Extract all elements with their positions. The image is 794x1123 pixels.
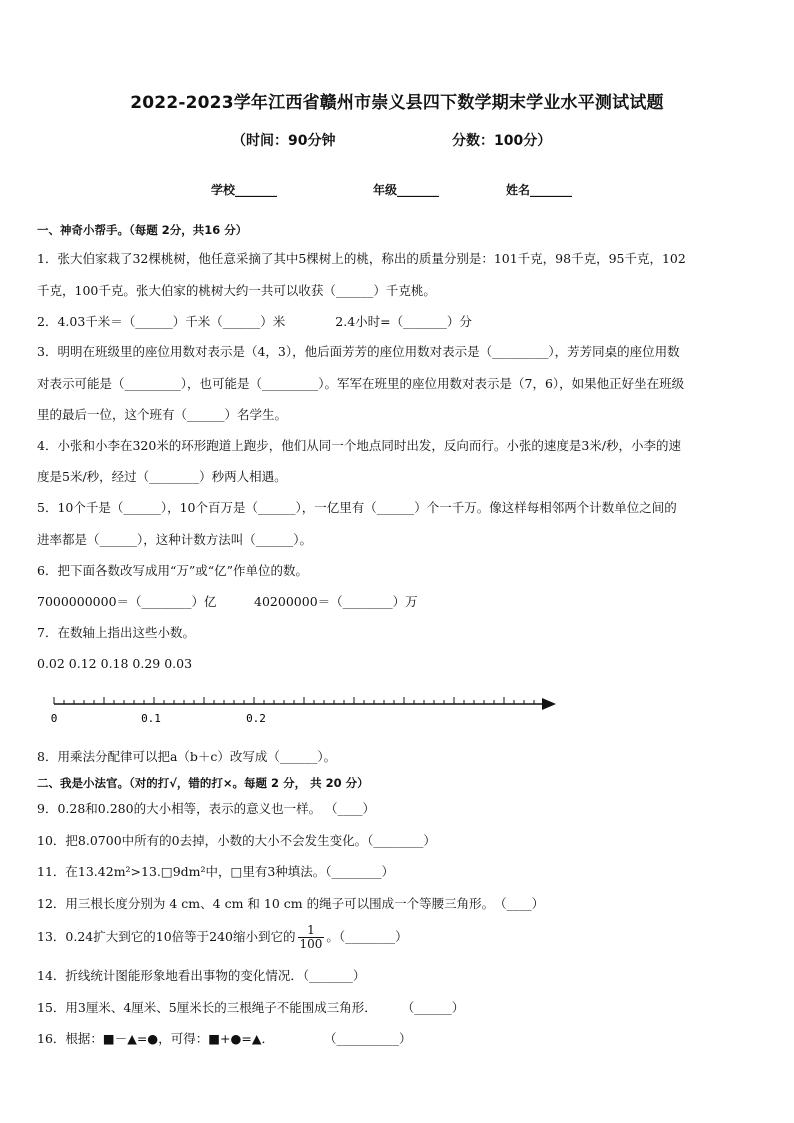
score-label: 分数：100分）: [452, 133, 552, 149]
question-5-line-2: 进率都是（______），这种计数方法叫（______）。: [37, 532, 313, 547]
number-line-ticks: [54, 697, 534, 704]
question-13-answer-blank: 。（________）: [326, 929, 408, 944]
question-6-line: 7000000000＝（________）亿 40200000＝（________）万: [37, 594, 418, 609]
number-line-label-0-2: 0.2: [246, 712, 266, 725]
question-14: 14．折线统计图能形象地看出事物的变化情况．（_______）: [37, 968, 366, 983]
name-field: 姓名_______: [506, 183, 573, 197]
question-7-numbers: 0.02 0.12 0.18 0.29 0.03: [37, 656, 193, 671]
question-3-line-2: 对表示可能是（_________），也可能是（_________）。军军在班里的座位用数对表示是（7，6），如果他正好坐在班级: [37, 376, 685, 391]
question-12: 12．用三根长度分别为 4 cm、4 cm 和 10 cm 的绳子可以围成一个等腰三角形。 （____）: [37, 896, 545, 911]
section-heading-1: 一、神奇小帮手。（每题 2分，共16 分）: [37, 223, 248, 237]
question-4-line-1: 4．小张和小李在320米的环形跑道上跑步，他们从同一个地点同时出发，反向而行。小张的速度是3米/秒，小李的速: [37, 438, 681, 453]
fraction-one-hundredth: [298, 924, 325, 951]
number-line-label-0-1: 0.1: [141, 712, 161, 725]
exam-info: [0, 130, 794, 150]
question-15: 15．用3厘米、4厘米、5厘米长的三根绳子不能围成三角形． （______）: [37, 1000, 465, 1015]
fraction-denominator: 100: [299, 937, 323, 951]
question-10: 10．把8.0700中所有的0去掉，小数的大小不会发生变化。（________）: [37, 833, 436, 848]
page-title: 2022-2023学年江西省赣州市崇义县四下数学期末学业水平测试试题: [130, 93, 664, 113]
question-3-line-3: 里的最后一位，这个班有（______）名学生。: [37, 407, 288, 422]
question-6: 6．把下面各数改写成用“万”或“亿”作单位的数。: [37, 563, 309, 578]
time-label: （时间：90分钟: [232, 133, 336, 149]
question-16: 16．根据：■－▲=●，可得：■+●=▲． （__________）: [37, 1031, 412, 1046]
school-field: 学校_______: [211, 183, 278, 197]
question-13-text: 13．0.24扩大到它的10倍等于240缩小到它的: [37, 929, 296, 944]
question-11: 11．在13.42m²>13.□9dm²中，□里有3种填法。（________）: [37, 864, 395, 879]
question-1-line-1: 1．张大伯家栽了32棵桃树，他任意采摘了其中5棵树上的桃，称出的质量分别是：101千克，98千克，95千克，102: [37, 251, 686, 266]
question-3-line-1: 3．明明在班级里的座位用数对表示是（4，3），他后面芳芳的座位用数对表示是（_________），芳芳同桌的座位用数: [37, 344, 680, 359]
question-7: 7．在数轴上指出这些小数。: [37, 625, 195, 640]
number-line-label-0: 0: [50, 712, 58, 725]
grade-field: 年级_______: [373, 183, 440, 197]
number-line-arrow-icon: [542, 698, 556, 710]
question-8: 8．用乘法分配律可以把a（b＋c）改写成（______）。: [37, 749, 337, 764]
question-1-line-2: 千克，100千克。张大伯家的桃树大约一共可以收获（______）千克桃。: [37, 283, 436, 298]
number-line: [38, 688, 568, 728]
student-info-fields: [0, 181, 794, 201]
question-2: 2．4.03千米＝（______）千米（______）米 2.4小时=（_______）分: [37, 314, 472, 329]
question-4-line-2: 度是5米/秒，经过（________）秒两人相遇。: [37, 469, 287, 484]
question-5-line-1: 5．10个千是（______），10个百万是（______），一亿里有（______）个一千万。像这样每相邻两个计数单位之间的: [37, 500, 677, 515]
question-9: 9．0.28和0.280的大小相等，表示的意义也一样。 （____）: [37, 801, 376, 816]
section-heading-2: 二、我是小法官。（对的打√，错的打×。每题 2 分， 共 20 分）: [37, 776, 369, 790]
question-13: [37, 924, 408, 951]
fraction-numerator: 1: [298, 924, 325, 938]
